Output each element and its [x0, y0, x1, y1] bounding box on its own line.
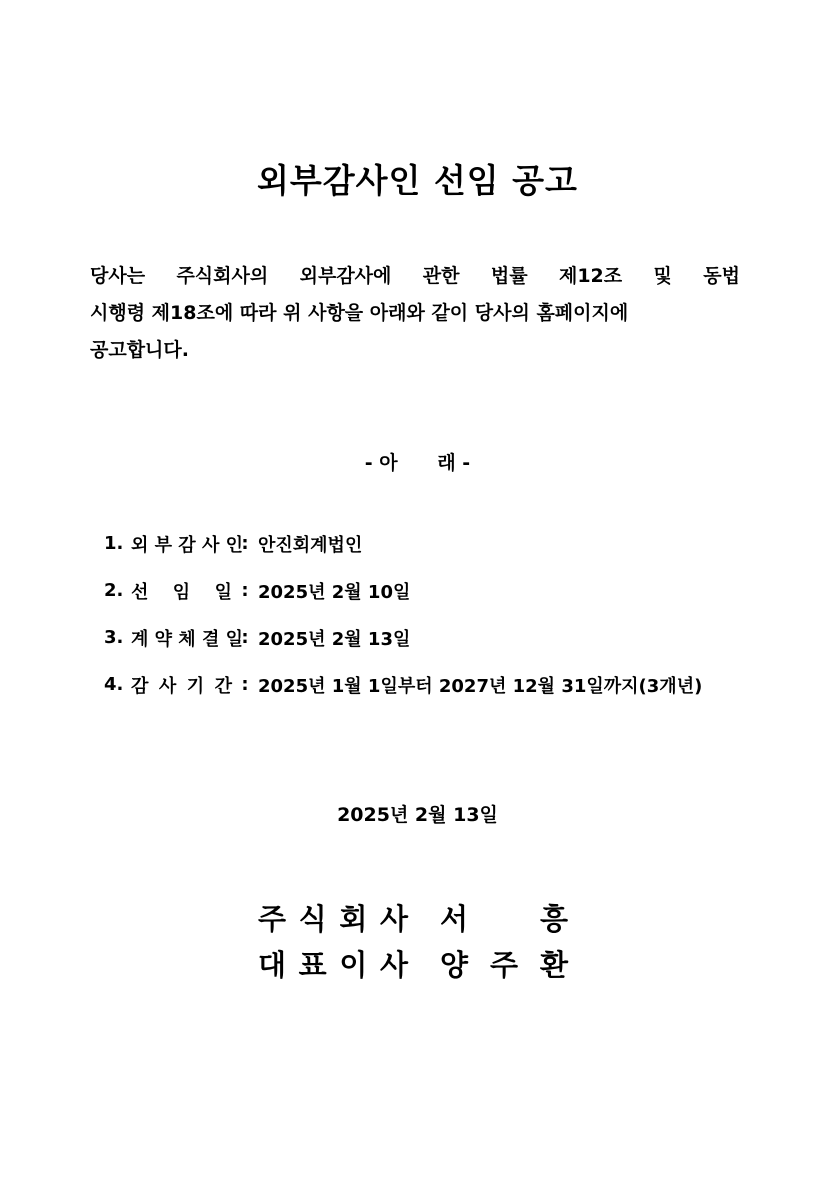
detail-list [104, 520, 702, 708]
intro-paragraph [90, 258, 750, 369]
ceo-label: 대 표 이 사 [258, 948, 408, 982]
list-item [104, 520, 702, 567]
item-value: 2025년 2월 10일 [258, 581, 411, 603]
item-number: 3. [104, 627, 124, 648]
list-item [104, 567, 702, 614]
signature-ceo [258, 943, 568, 984]
item-label: 외 부 감 사 인 [131, 534, 244, 556]
item-value: 2025년 1월 1일부터 2027년 12월 31일까지(3개년) [258, 675, 703, 697]
item-label: 감 사 기 간 [131, 675, 232, 697]
item-colon: : [241, 580, 249, 601]
signature-company [258, 897, 568, 938]
list-item [104, 614, 702, 661]
intro-line-1: 당사는 주식회사의 외부감사에 관한 법률 제12조 및 동법 [90, 265, 740, 287]
item-number: 1. [104, 533, 124, 554]
item-value: 안진회계법인 [258, 534, 363, 556]
company-name: 서 흥 [440, 902, 568, 936]
company-label: 주 식 회 사 [258, 902, 408, 936]
item-colon: : [241, 674, 249, 695]
notice-date: 2025년 2월 13일 [337, 804, 498, 826]
item-colon: : [241, 533, 249, 554]
intro-line-3: 공고합니다. [90, 339, 189, 361]
item-label: 계 약 체 결 일 [131, 628, 244, 650]
page-title: 외부감사인 선임 공고 [257, 161, 578, 200]
intro-line-2: 시행령 제18조에 따라 위 사항을 아래와 같이 당사의 홈페이지에 [90, 302, 629, 324]
item-label: 선 임 일 [131, 581, 232, 603]
item-number: 4. [104, 674, 124, 695]
ceo-name: 양 주 환 [440, 948, 568, 982]
item-number: 2. [104, 580, 124, 601]
below-heading: - 아 래 - [364, 452, 471, 474]
list-item [104, 661, 702, 708]
item-colon: : [241, 627, 249, 648]
item-value: 2025년 2월 13일 [258, 628, 411, 650]
